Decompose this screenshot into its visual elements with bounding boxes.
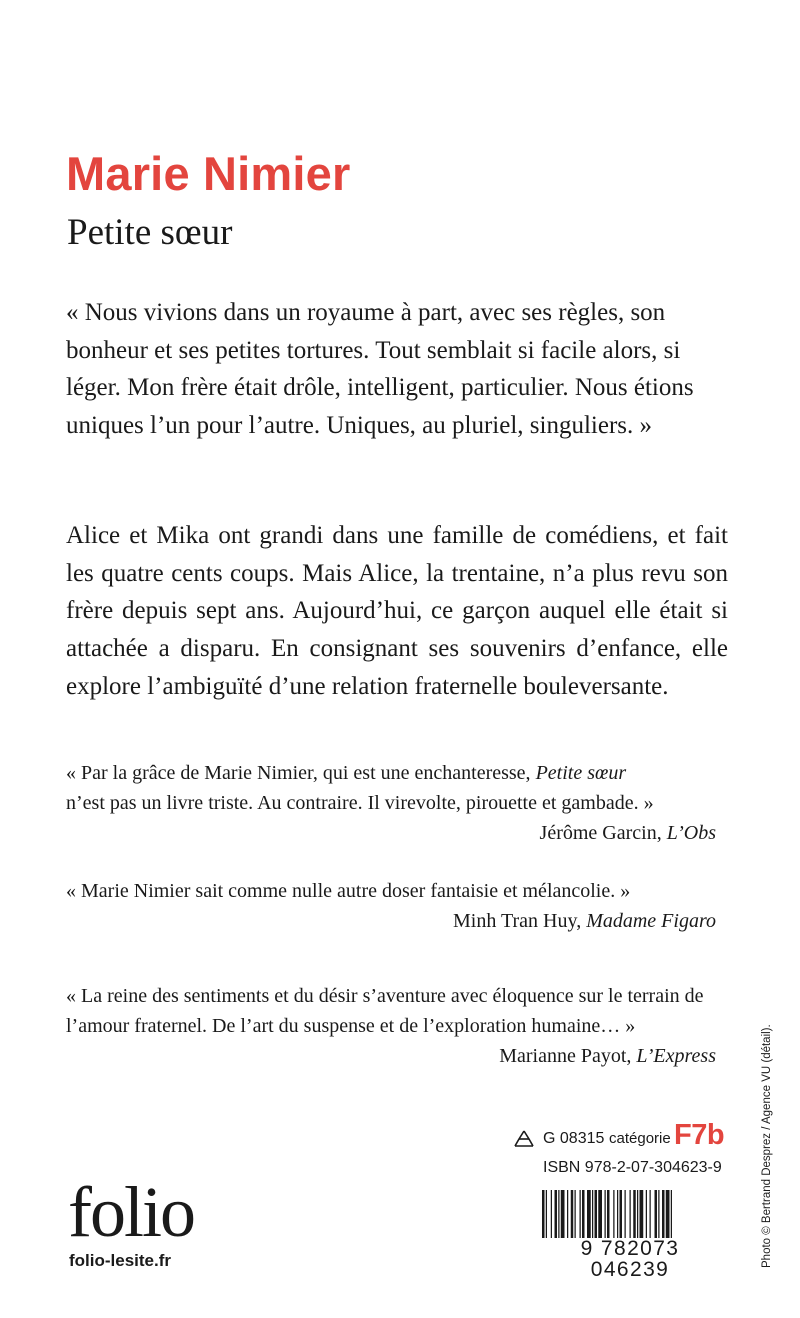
review-text-part: « Par la grâce de Marie Nimier, qui est une enchanteresse, (66, 762, 536, 784)
synopsis-text: Alice et Mika ont grandi dans une famille de comédiens, et fait les quatre cents coups. Mais Alice, la trentaine, n’a plus revu son frère depuis sept ans. Aujourd’hui, ce garçon auquel elle était si attachée a disparu. En consignant ses souvenirs d’enfance, elle explore l’ambiguïté d’une relation fraternelle bouleversante. (66, 522, 728, 700)
isbn: ISBN 978-2-07-304623-9 (543, 1159, 722, 1176)
barcode-bar (633, 1190, 636, 1242)
review (66, 876, 716, 936)
catalog-code: G 08315 (543, 1130, 605, 1147)
barcode-bar (587, 1190, 591, 1242)
barcode-bars (540, 1190, 720, 1242)
publisher-website: folio-lesite.fr (69, 1251, 172, 1270)
barcode-bar (567, 1190, 568, 1242)
review-text: « Marie Nimier sait comme nulle autre doser fantaisie et mélancolie. » (66, 880, 631, 902)
excerpt-quote: « Nous vivions dans un royaume à part, avec ses règles, son bonheur et ses petites tortures. Tout semblait si facile alors, si léger. Mon frère était drôle, intelligent, particulier. Nous étions uniques l’un pour l’autre. Uniques, au pluriel, singuliers. » (66, 299, 694, 440)
barcode-digits: 9 782073 046239 (540, 1238, 720, 1280)
barcode-bar (625, 1190, 626, 1242)
barcode-bar (605, 1190, 606, 1242)
catalog-line (513, 1120, 723, 1154)
barcode-bar (546, 1190, 547, 1242)
barcode-bar (646, 1190, 647, 1242)
barcode-bar (637, 1190, 638, 1242)
publication-name: L’Obs (666, 822, 716, 844)
recycle-icon (513, 1129, 535, 1149)
author-name: Marie Nimier (66, 147, 351, 200)
review-citation (66, 1041, 716, 1071)
barcode-bar (620, 1190, 623, 1242)
critic-name: Jérôme Garcin, (539, 822, 667, 844)
barcode-bar (580, 1190, 581, 1242)
publication-name: L’Express (636, 1045, 716, 1067)
barcode-bar (640, 1190, 644, 1242)
publication-name: Madame Figaro (586, 910, 716, 932)
barcode-bar (650, 1190, 651, 1242)
barcode-bar (595, 1190, 598, 1242)
barcode-bar (582, 1190, 585, 1242)
review-citation (66, 906, 716, 936)
critic-name: Marianne Payot, (499, 1045, 637, 1067)
synopsis (66, 517, 728, 706)
barcode-bar (658, 1190, 659, 1242)
barcode-bar (630, 1190, 631, 1242)
barcode-bar (671, 1190, 672, 1242)
barcode-bar (558, 1190, 559, 1242)
barcode-bar (617, 1190, 618, 1242)
barcode (540, 1190, 720, 1281)
review-text: « La reine des sentiments et du désir s’aventure avec éloquence sur le terrain de l’amour fraternel. De l’art du suspense et de l’exploration humaine… » (66, 985, 704, 1037)
barcode-bar (561, 1190, 565, 1242)
barcode-bar (607, 1190, 610, 1242)
review (66, 758, 716, 848)
barcode-bar (666, 1190, 670, 1242)
barcode-bar (571, 1190, 574, 1242)
publisher-logo: folio (68, 1172, 194, 1252)
review-citation (66, 818, 716, 848)
review (66, 981, 716, 1071)
review-text-part: n’est pas un livre triste. Au contraire. Il virevolte, pirouette et gambade. » (66, 792, 654, 814)
barcode-bar (655, 1190, 658, 1242)
barcode-bar (662, 1190, 665, 1242)
review-book-title: Petite sœur (535, 762, 627, 784)
barcode-bar (598, 1190, 602, 1242)
barcode-bar (551, 1190, 552, 1242)
barcode-bar (555, 1190, 558, 1242)
barcode-bar (575, 1190, 576, 1242)
review-text (66, 758, 716, 818)
barcode-bar (542, 1190, 545, 1242)
category-code: F7b (674, 1119, 725, 1151)
category-label: catégorie (609, 1130, 671, 1147)
barcode-bar (592, 1190, 593, 1242)
book-title: Petite sœur (67, 212, 233, 253)
critic-name: Minh Tran Huy, (453, 910, 587, 932)
barcode-bar (613, 1190, 614, 1242)
photo-credit: Photo © Bertrand Desprez / Agence VU (détail). (761, 1024, 773, 1268)
